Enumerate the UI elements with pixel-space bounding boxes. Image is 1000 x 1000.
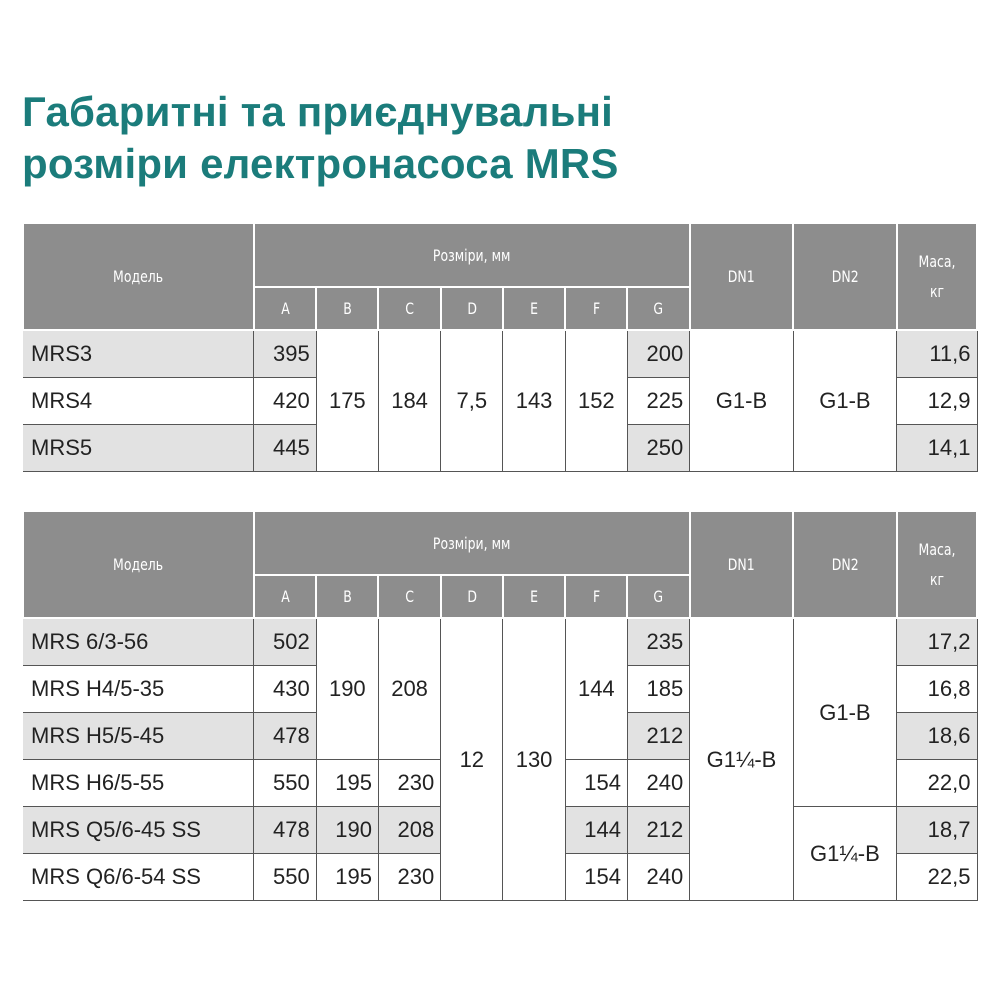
cell-g: 235 — [627, 618, 689, 666]
title-line-2: розміри електронасоса MRS — [22, 140, 619, 187]
cell-f: 144 — [565, 618, 627, 760]
header-c: C — [378, 575, 440, 618]
cell-mass: 16,8 — [897, 666, 977, 713]
cell-mass: 22,0 — [897, 760, 977, 807]
header-f: F — [565, 287, 627, 330]
cell-b: 190 — [316, 807, 378, 854]
cell-g: 212 — [627, 807, 689, 854]
cell-mass: 14,1 — [897, 425, 977, 472]
cell-f: 152 — [565, 330, 627, 472]
cell-g: 250 — [627, 425, 689, 472]
cell-model: MRS Q5/6-45 SS — [23, 807, 254, 854]
cell-mass: 18,6 — [897, 713, 977, 760]
header-dn1: DN1 — [690, 223, 793, 330]
header-dn2: DN2 — [793, 223, 896, 330]
header-dimensions: Розміри, мм — [254, 511, 690, 575]
header-dn1: DN1 — [690, 511, 793, 618]
dimensions-table-2 — [22, 510, 978, 901]
header-model: Модель — [23, 511, 254, 618]
header-g: G — [627, 287, 689, 330]
cell-mass: 17,2 — [897, 618, 977, 666]
cell-dn2: G1-B — [793, 618, 896, 807]
cell-dn1: G1¼-B — [690, 618, 793, 901]
cell-mass: 22,5 — [897, 854, 977, 901]
cell-f: 154 — [565, 854, 627, 901]
cell-a: 445 — [254, 425, 316, 472]
header-dimensions: Розміри, мм — [254, 223, 690, 287]
cell-b: 195 — [316, 854, 378, 901]
header-d: D — [441, 287, 503, 330]
table-row — [23, 330, 977, 378]
cell-a: 502 — [254, 618, 316, 666]
header-dn2: DN2 — [793, 511, 896, 618]
title-line-1: Габаритні та приєднувальні — [22, 88, 614, 135]
page-title — [22, 86, 619, 190]
header-a: A — [254, 575, 316, 618]
header-g: G — [627, 575, 689, 618]
cell-model: MRS Q6/6-54 SS — [23, 854, 254, 901]
cell-model: MRS4 — [23, 378, 254, 425]
header-b: B — [316, 575, 378, 618]
cell-b: 195 — [316, 760, 378, 807]
cell-g: 212 — [627, 713, 689, 760]
cell-a: 430 — [254, 666, 316, 713]
cell-g: 200 — [627, 330, 689, 378]
cell-dn1: G1-B — [690, 330, 793, 472]
cell-model: MRS H4/5-35 — [23, 666, 254, 713]
cell-a: 478 — [254, 713, 316, 760]
cell-model: MRS H6/5-55 — [23, 760, 254, 807]
header-e: E — [503, 287, 565, 330]
cell-model: MRS H5/5-45 — [23, 713, 254, 760]
cell-e: 130 — [503, 618, 565, 901]
cell-dn2: G1-B — [793, 330, 896, 472]
cell-mass: 18,7 — [897, 807, 977, 854]
header-d: D — [441, 575, 503, 618]
cell-model: MRS5 — [23, 425, 254, 472]
header-b: B — [316, 287, 378, 330]
cell-g: 240 — [627, 760, 689, 807]
cell-model: MRS3 — [23, 330, 254, 378]
dimensions-table-1 — [22, 222, 978, 472]
header-mass: Маса, кг — [897, 511, 977, 618]
cell-c: 208 — [378, 807, 440, 854]
table-row — [23, 618, 977, 666]
cell-e: 143 — [503, 330, 565, 472]
cell-d: 7,5 — [441, 330, 503, 472]
cell-model: MRS 6/3-56 — [23, 618, 254, 666]
cell-a: 395 — [254, 330, 316, 378]
cell-mass: 11,6 — [897, 330, 977, 378]
cell-c: 184 — [378, 330, 440, 472]
cell-mass: 12,9 — [897, 378, 977, 425]
cell-g: 240 — [627, 854, 689, 901]
header-model: Модель — [23, 223, 254, 330]
cell-g: 185 — [627, 666, 689, 713]
cell-f: 154 — [565, 760, 627, 807]
cell-b: 190 — [316, 618, 378, 760]
cell-b: 175 — [316, 330, 378, 472]
cell-c: 208 — [378, 618, 440, 760]
header-e: E — [503, 575, 565, 618]
cell-g: 225 — [627, 378, 689, 425]
cell-a: 550 — [254, 854, 316, 901]
cell-a: 478 — [254, 807, 316, 854]
cell-c: 230 — [378, 854, 440, 901]
header-f: F — [565, 575, 627, 618]
cell-c: 230 — [378, 760, 440, 807]
header-c: C — [378, 287, 440, 330]
cell-dn2: G1¼-B — [793, 807, 896, 901]
header-a: A — [254, 287, 316, 330]
cell-a: 420 — [254, 378, 316, 425]
cell-a: 550 — [254, 760, 316, 807]
cell-f: 144 — [565, 807, 627, 854]
header-mass: Маса, кг — [897, 223, 977, 330]
cell-d: 12 — [441, 618, 503, 901]
